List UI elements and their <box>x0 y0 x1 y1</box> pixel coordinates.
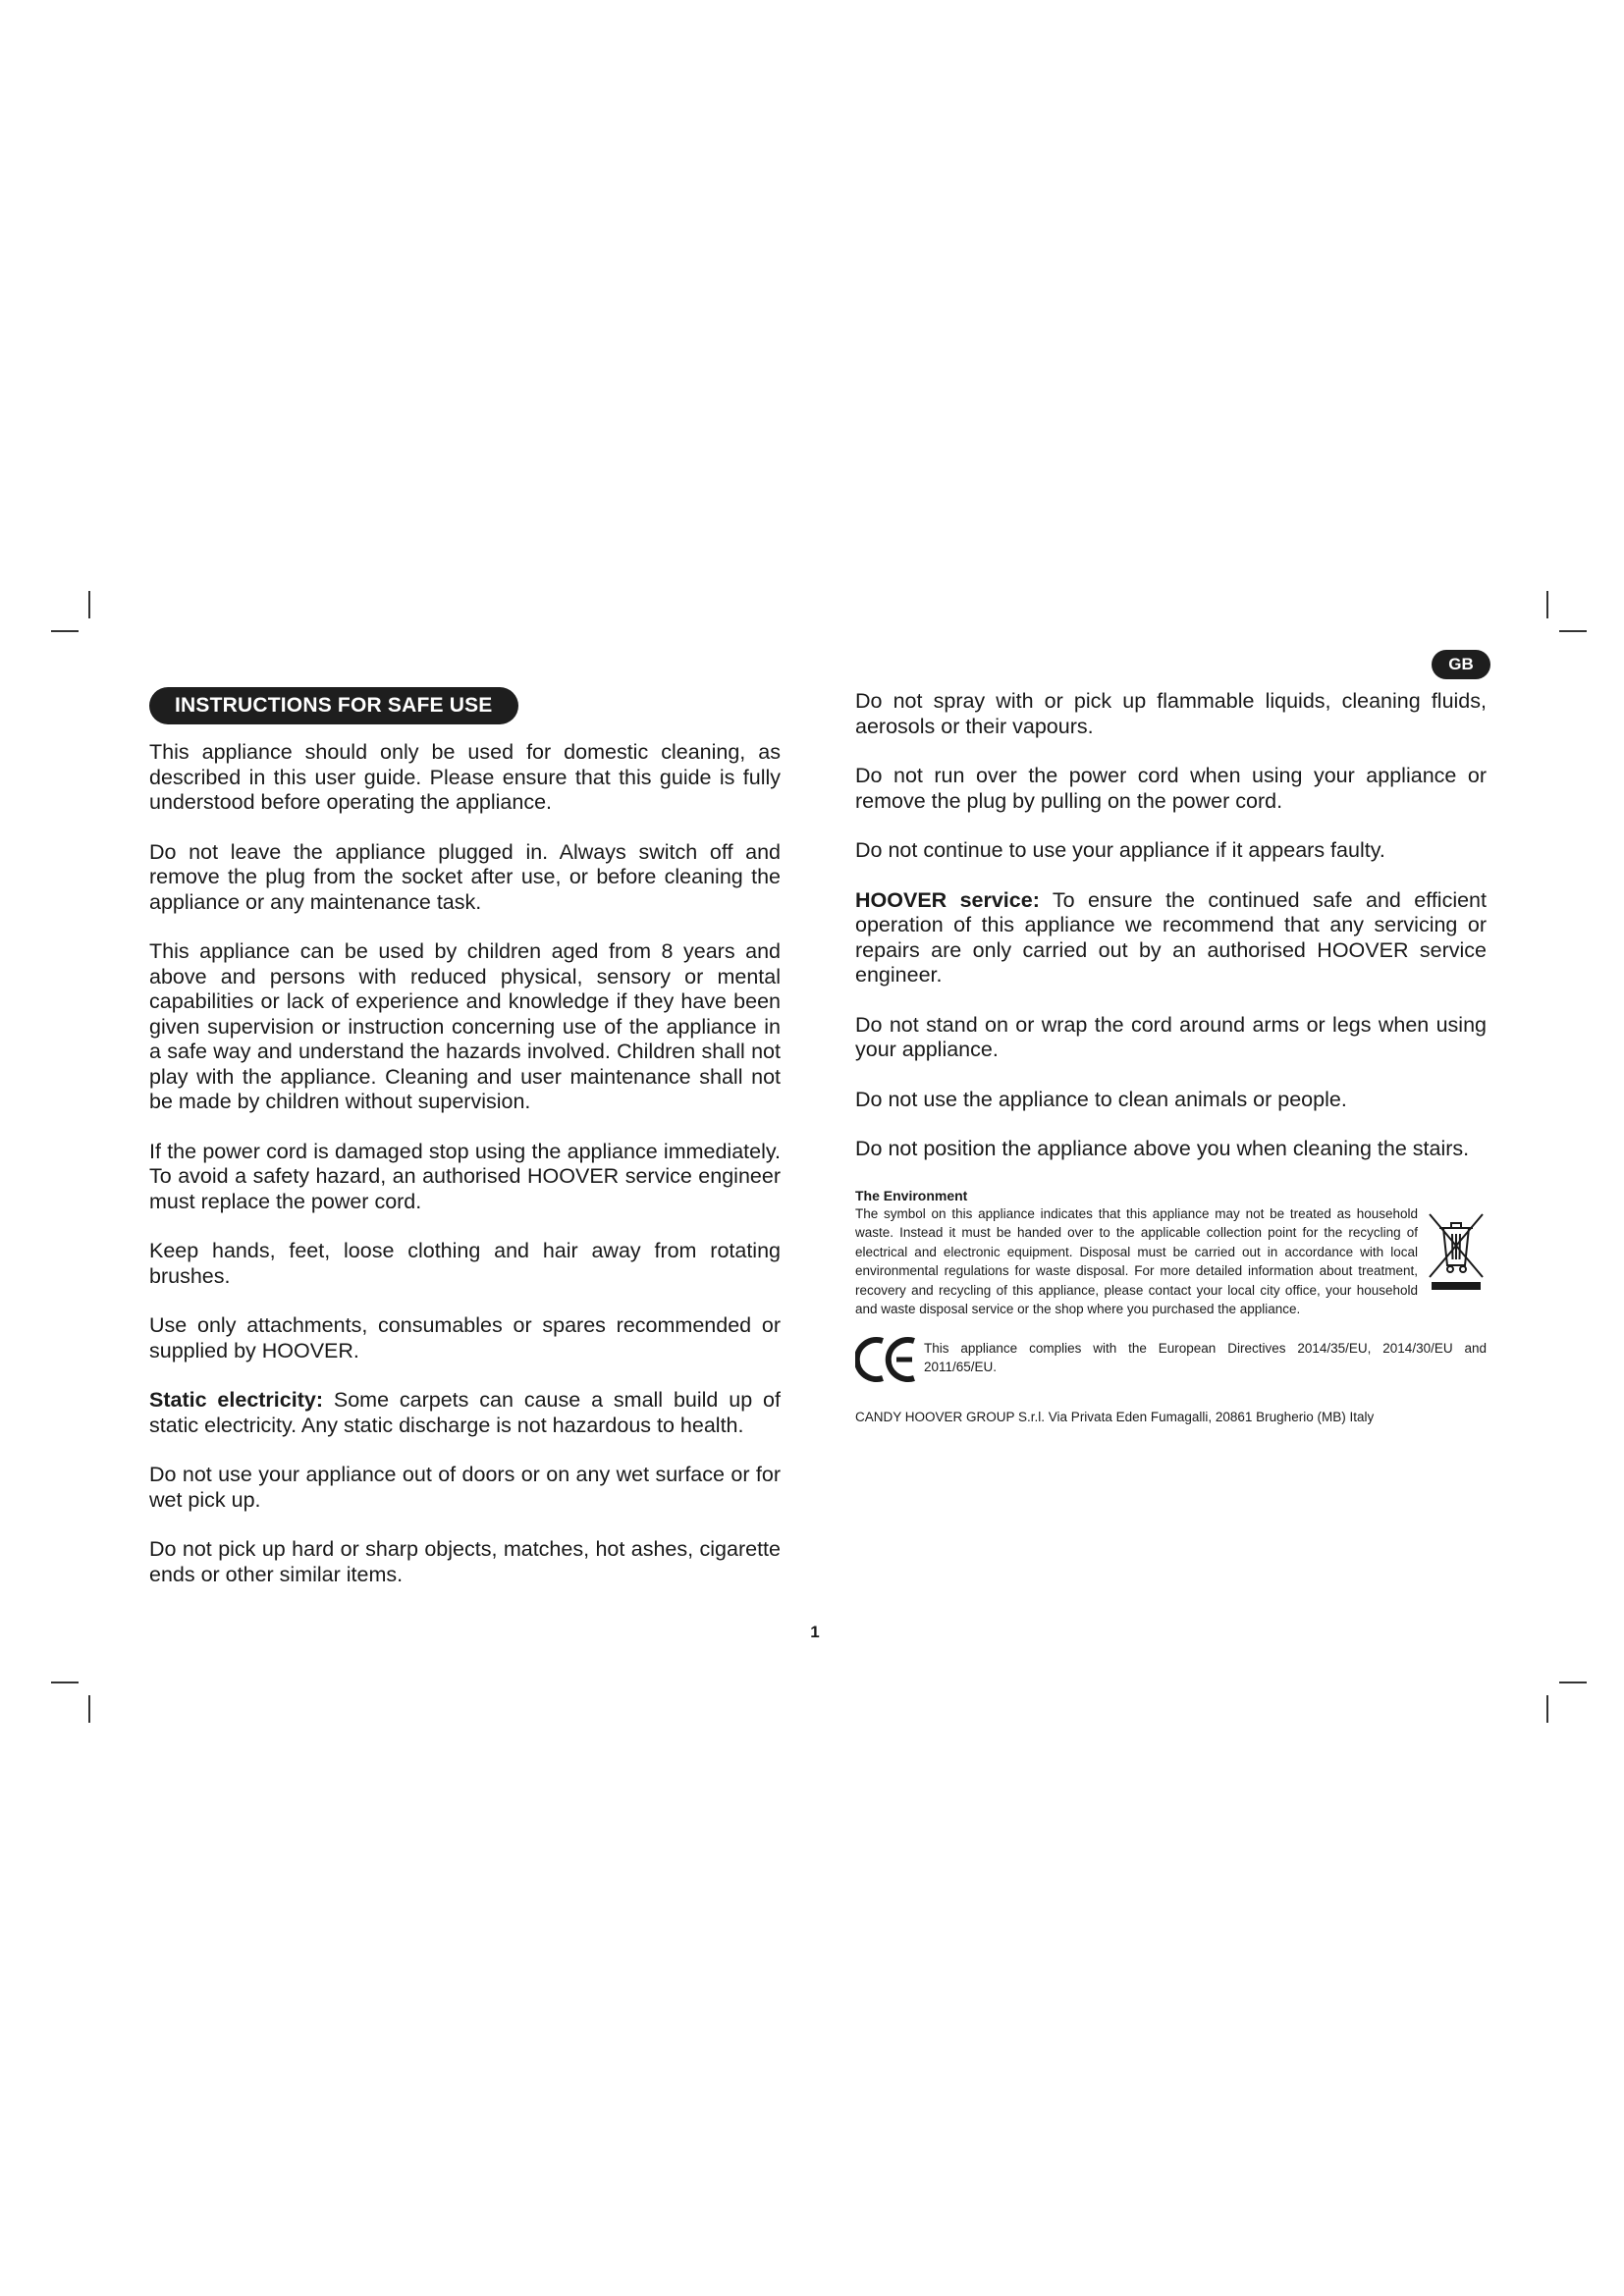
right-paragraph <box>855 1013 1487 1063</box>
right-paragraph <box>855 764 1487 814</box>
left-paragraph <box>149 1463 781 1513</box>
crop-mark-top-right-horizontal <box>1559 630 1587 632</box>
paragraph-text: Do not spray with or pick up flammable liquids, cleaning fluids, aerosols or their vapours. <box>855 689 1487 738</box>
right-paragraph <box>855 689 1487 739</box>
crop-mark-bottom-right-vertical <box>1546 1695 1548 1723</box>
paragraph-text: Some carpets can cause a small build up of static electricity. Any static discharge is not hazardous to health. <box>149 1388 781 1437</box>
crop-mark-bottom-left-horizontal <box>51 1682 79 1683</box>
right-column <box>855 689 1487 1426</box>
crop-mark-top-left-horizontal <box>51 630 79 632</box>
left-paragraph <box>149 1239 781 1289</box>
left-paragraph-list <box>149 740 781 1587</box>
left-paragraph <box>149 1313 781 1363</box>
crop-mark-top-right-vertical <box>1546 591 1548 618</box>
environment-title: The Environment <box>855 1187 968 1203</box>
section-heading: INSTRUCTIONS FOR SAFE USE <box>149 687 518 724</box>
page-number: 1 <box>810 1623 820 1641</box>
paragraph-text: Do not use the appliance to clean animals or people. <box>855 1087 1347 1111</box>
right-paragraph <box>855 1088 1487 1113</box>
left-paragraph <box>149 1388 781 1438</box>
paragraph-text: This appliance should only be used for domestic cleaning, as described in this user guide. Please ensure that this guide is fully understood before operating the appliance. <box>149 740 781 814</box>
environment-body: The symbol on this appliance indicates that this appliance may not be treated as household waste. Instead it must be handed over to the applicable collection point for the recycling of electrical and electronic equipment. Disposal must be carried out in accordance with local environmental regulations for waste disposal. For more detailed information about treatment, recovery and recycling of this appliance, please contact your local city office, your household and waste disposal service or the shop where you purchased the appliance. <box>855 1205 1418 1316</box>
paragraph-text: Use only attachments, consumables or spares recommended or supplied by HOOVER. <box>149 1313 781 1362</box>
right-paragraph <box>855 838 1487 864</box>
compliance-section <box>855 1335 1487 1382</box>
compliance-text: This appliance complies with the European Directives 2014/35/EU, 2014/30/EU and 2011/65/EU. <box>924 1340 1487 1374</box>
language-badge: GB <box>1432 650 1490 679</box>
left-paragraph <box>149 740 781 816</box>
left-paragraph <box>149 840 781 916</box>
right-paragraph <box>855 888 1487 988</box>
paragraph-lead: Static electricity: <box>149 1388 323 1412</box>
paragraph-text: This appliance can be used by children aged from 8 years and above and persons with reduced physical, sensory or mental capabilities or lack of experience and knowledge if they have been given supervision or instruction concerning use of the appliance in a safe way and understand the hazards involved. Children shall not play with the appliance. Cleaning and user maintenance shall not be made by children without supervision. <box>149 939 781 1113</box>
paragraph-text: Do not leave the appliance plugged in. Always switch off and remove the plug from the socket after use, or before cleaning the appliance or any maintenance task. <box>149 839 781 914</box>
company-address: CANDY HOOVER GROUP S.r.l. Via Privata Eden Fumagalli, 20861 Brugherio (MB) Italy <box>855 1409 1375 1424</box>
paragraph-lead: HOOVER service: <box>855 887 1040 912</box>
paragraph-text: If the power cord is damaged stop using the appliance immediately. To avoid a safety hazard, an authorised HOOVER service engineer must replace the power cord. <box>149 1139 781 1213</box>
paragraph-text: Do not use your appliance out of doors or on any wet surface or for wet pick up. <box>149 1463 781 1512</box>
paragraph-text: Do not pick up hard or sharp objects, matches, hot ashes, cigarette ends or other similar items. <box>149 1537 781 1586</box>
paragraph-text: Do not stand on or wrap the cord around arms or legs when using your appliance. <box>855 1012 1487 1061</box>
right-paragraph <box>855 1137 1487 1162</box>
paragraph-text: Do not continue to use your appliance if it appears faulty. <box>855 838 1385 862</box>
left-column <box>149 687 781 1612</box>
right-paragraph-list <box>855 689 1487 1162</box>
crop-mark-top-left-vertical <box>88 591 90 618</box>
paragraph-text: Do not run over the power cord when using your appliance or remove the plug by pulling on the power cord. <box>855 764 1487 813</box>
left-paragraph <box>149 939 781 1115</box>
ce-mark-icon <box>855 1335 922 1382</box>
paragraph-text: Keep hands, feet, loose clothing and hair away from rotating brushes. <box>149 1239 781 1288</box>
weee-crossed-bin-icon <box>1426 1210 1487 1291</box>
paragraph-text: To ensure the continued safe and efficient operation of this appliance we recommend that any servicing or repairs are only carried out by an authorised HOOVER service engineer. <box>855 887 1487 987</box>
environment-section <box>855 1187 1487 1319</box>
left-paragraph <box>149 1537 781 1587</box>
paragraph-text: Do not position the appliance above you when cleaning the stairs. <box>855 1137 1470 1160</box>
crop-mark-bottom-right-horizontal <box>1559 1682 1587 1683</box>
crop-mark-bottom-left-vertical <box>88 1695 90 1723</box>
left-paragraph <box>149 1140 781 1215</box>
